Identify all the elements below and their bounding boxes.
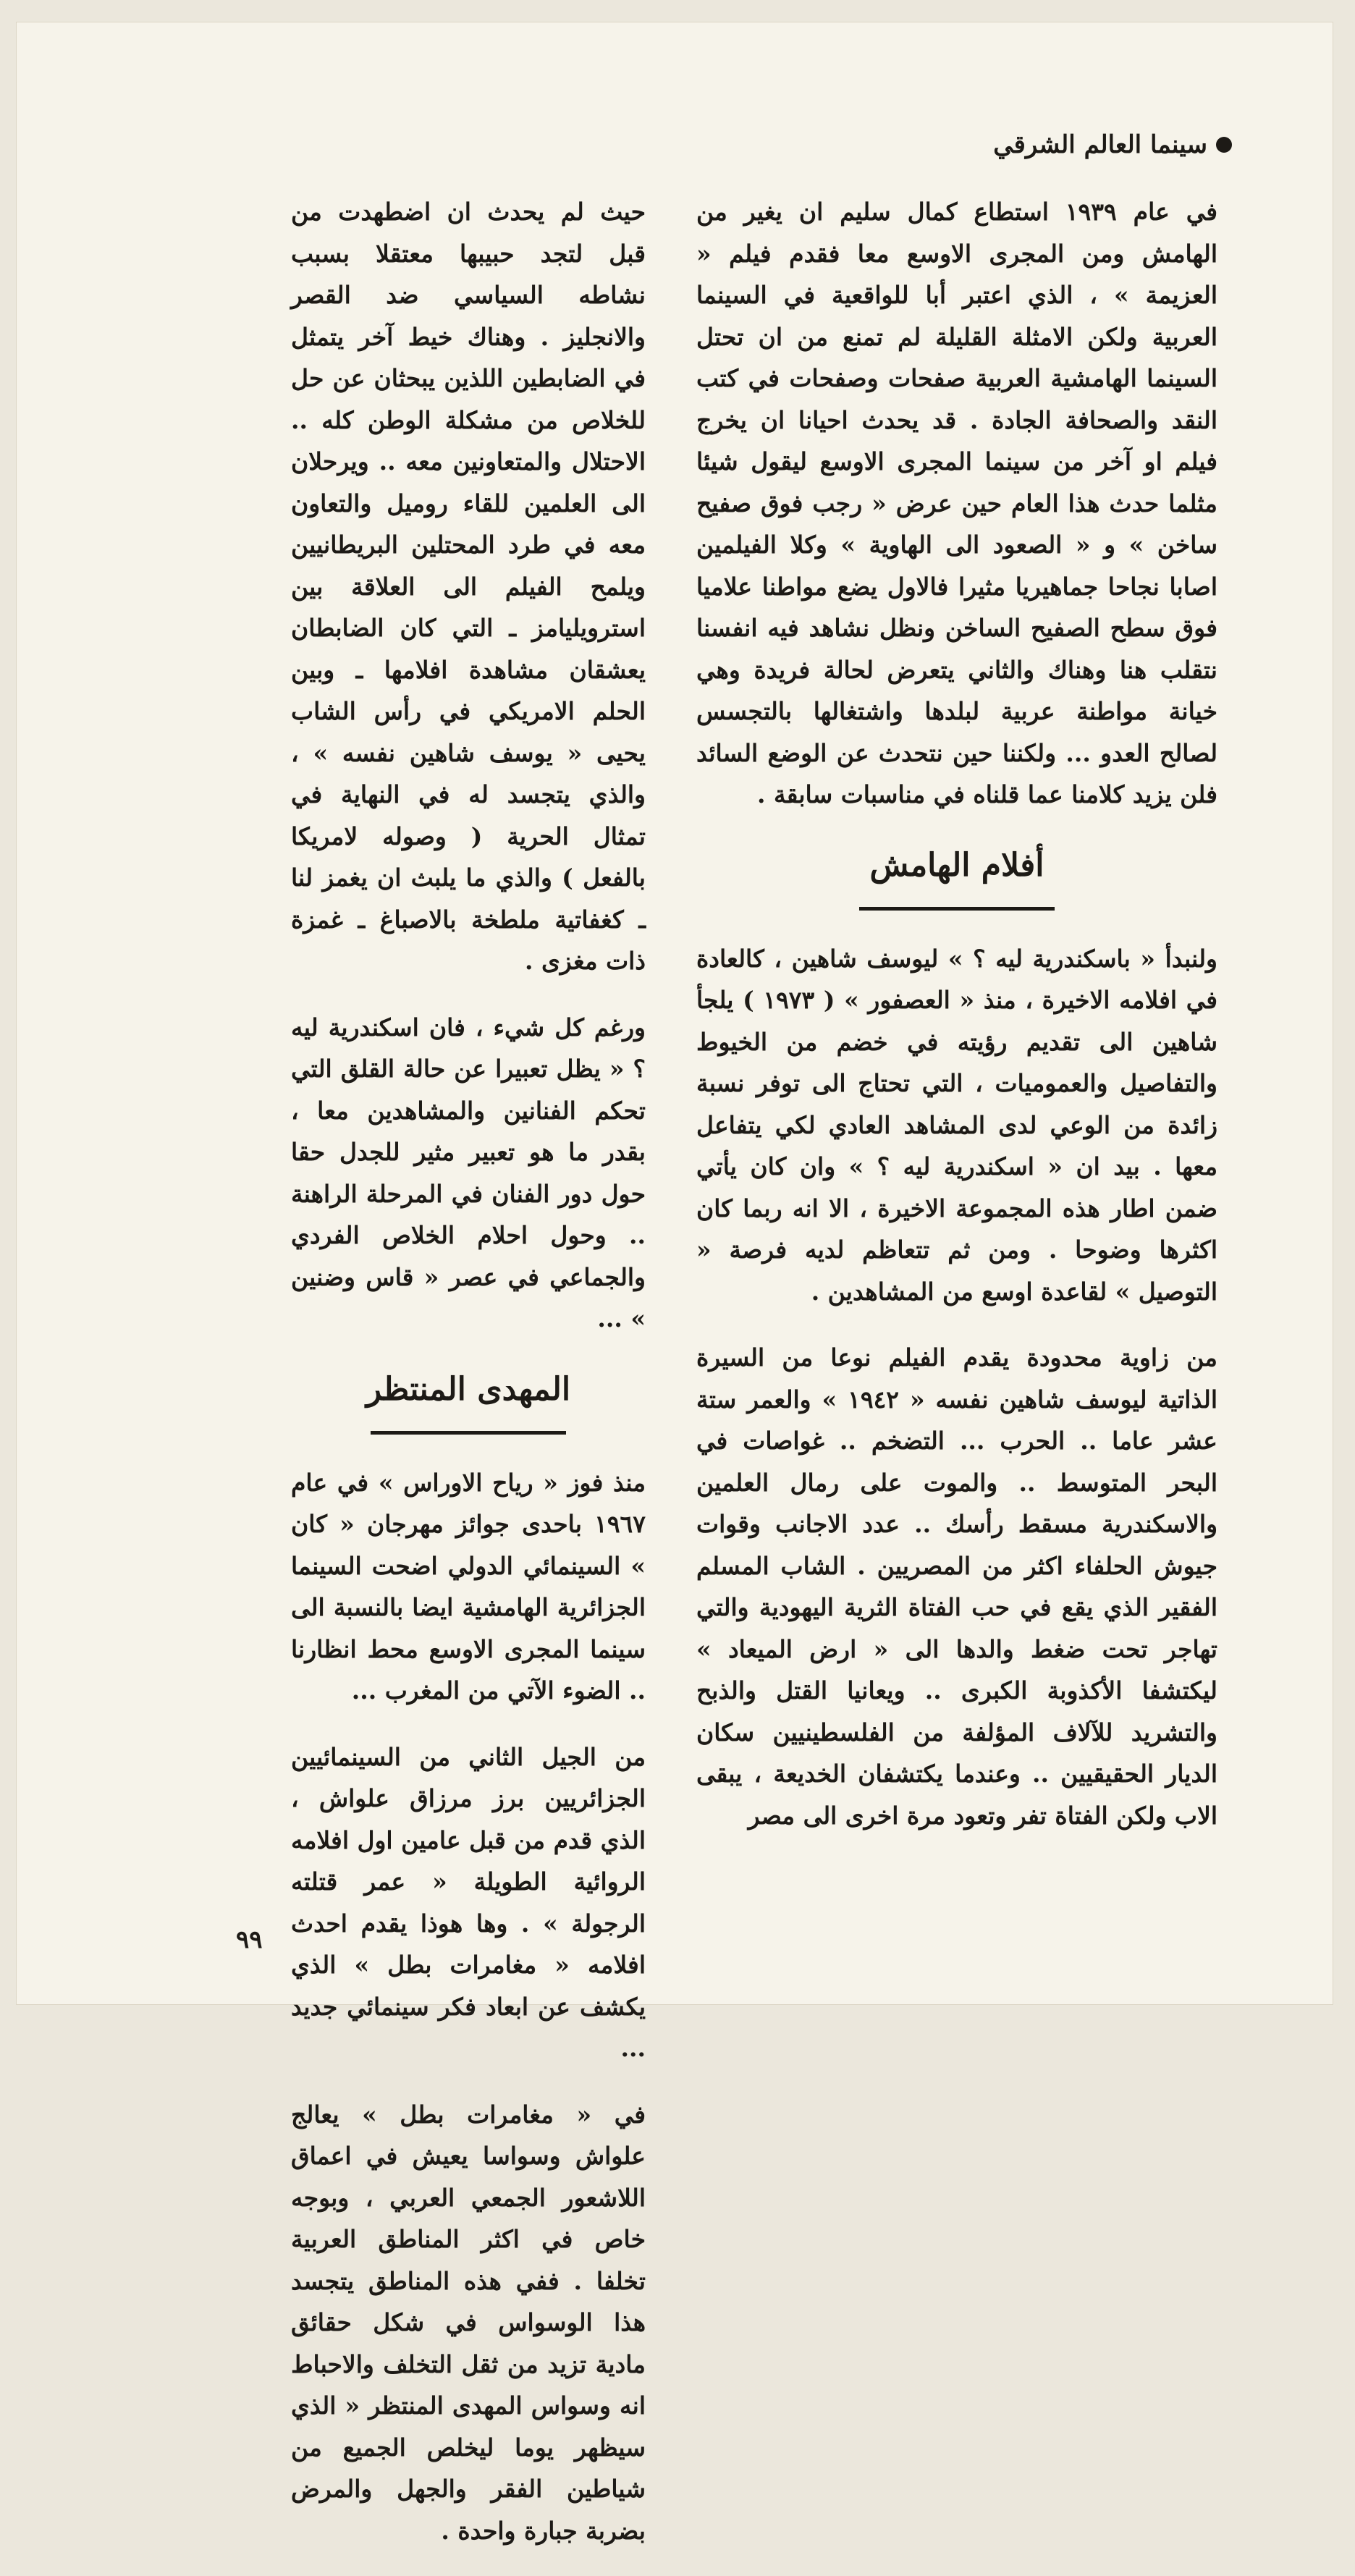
article-paragraph: في عام ١٩٣٩ استطاع كمال سليم ان يغير من الهامش ومن المجرى الاوسع معا فقدم فيلم « العزيمة » ، الذي اعتبر أبا للواقعية في السينما العربية ولكن الامثلة القليلة لم تمنع من ان تحتل السينما الهامشية العربية صفحات وصفحات في كتب النقد والصحافة الجادة . قد يحدث احيانا ان يخرج فيلم او آخر من سينما المجرى الاوسع ليقول شيئا مثلما حدث هذا العام حين عرض « رجب فوق صفيح ساخن » و « الصعود الى الهاوية » وكلا الفيلمين اصابا نجاحا جماهيريا مثيرا فالاول يضع مواطنا علاميا فوق سطح الصفيح الساخن ونظل نشاهد فيه انفسنا نتقلب هنا وهناك والثاني يتعرض لحالة فريدة وهي خيانة مواطنة عربية لبلدها واشتغالها بالتجسس لصالح العدو ... ولكننا حين نتحدث عن الوضع السائد فلن يزيد كلامنا عما قلناه في مناسبات سابقة . [696,198,1218,808]
magazine-page [16,22,1333,2545]
article-paragraph: حيث لم يحدث ان اضطهدت من قبل لتجد حبيبها معتقلا بسبب نشاطه السياسي ضد القصر والانجليز . وهناك خيط آخر يتمثل في الضابطين اللذين يبحثان عن حل للخلاص من مشكلة الوطن كله .. الاحتلال والمتعاونين معه .. ويرحلان الى العلمين للقاء روميل والتعاون معه في طرد المحتلين البريطانيين ويلمح الفيلم الى العلاقة بين استرويليامز ـ التي كان الضابطان يعشقان مشاهدة افلامها ـ وبين الحلم الامريكي في رأس الشاب يحيى « يوسف شاهين نفسه » ، والذي يتجسد له في النهاية في تمثال الحرية ( وصوله لامريكا بالفعل ) والذي ما يلبث ان يغمز لنا ـ كغفاتية ملطخة بالاصباغ ـ غمزة ذات مغزى . [291,198,646,975]
section-divider [371,1431,566,1435]
section-divider [859,907,1055,911]
article-paragraph: ورغم كل شيء ، فان اسكندرية ليه ؟ « يظل تعبيرا عن حالة القلق التي تحكم الفنانين والمشاهدين معا ، بقدر ما هو تعبير مثير للجدل حقا حول دور الفنان في المرحلة الراهنة .. وحول احلام الخلاص الفردي والجماعي في عصر « قاس وضنين » ... [291,1013,646,1333]
page-number: ٩٩ [236,1925,263,1954]
section-title-margin-films: أفلام الهامش [869,846,1044,884]
article-paragraph: في « مغامرات بطل » يعالج علواش وسواسا يعيش في اعماق اللاشعور الجمعي العربي ، وبوجه خاص في اكثر المناطق العربية تخلفا . ففي هذه المناطق يتجسد هذا الوسواس في شكل حقائق مادية تزيد من ثقل التخلف والاحباط انه وسواس المهدى المنتظر « الذي سيظهر يوما ليخلص الجميع من شياطين الفقر والجهل والمرض بضربة جبارة واحدة . [291,2100,646,2545]
section-title-mahdi: المهدى المنتظر [366,1370,571,1408]
article-paragraph: منذ فوز « رياح الاوراس » في عام ١٩٦٧ باحدى جوائز مهرجان « كان » السينمائي الدولي اضحت السينما الجزائرية الهامشية ايضا بالنسبة الى سينما المجرى الاوسع محط انظارنا .. الضوء الآتي من المغرب ... [291,1468,646,1705]
page-header [993,130,1232,159]
header-title: سينما العالم الشرقي [993,130,1207,159]
bullet-icon [1216,137,1232,153]
right-column [696,191,1217,1861]
left-column [291,191,646,2576]
article-paragraph: ولنبدأ « باسكندرية ليه ؟ » ليوسف شاهين ، كالعادة في افلامه الاخيرة ، منذ « العصفور » ( ١٩٧٣ ) يلجأ شاهين الى تقديم رؤيته في خضم من الخيوط والتفاصيل والعموميات ، التي تحتاج الى توفر نسبة زائدة من الوعي لدى المشاهد العادي لكي يتفاعل معها . بيد ان « اسكندرية ليه ؟ » وان كان يأتي ضمن اطار هذه المجموعة الاخيرة ، الا انه ربما كان اكثرها وضوحا . ومن ثم تتعاظم لديه فرصة « التوصيل » لقاعدة اوسع من المشاهدين . [696,944,1218,1306]
article-paragraph: من زاوية محدودة يقدم الفيلم نوعا من السيرة الذاتية ليوسف شاهين نفسه « ١٩٤٢ » والعمر ستة عشر عاما .. الحرب ... التضخم .. غواصات في البحر المتوسط .. والموت على رمال العلمين والاسكندرية مسقط رأسك .. عدد الاجانب وقوات جيوش الحلفاء اكثر من المصريين . الشاب المسلم الفقير الذي يقع في حب الفتاة الثرية اليهودية والتي تهاجر تحت ضغط والدها الى « ارض الميعاد » ليكتشفا الأكذوبة الكبرى .. ويعانيا القتل والذبح والتشريد للآلاف المؤلفة من الفلسطينيين سكان الديار الحقيقيين .. وعندما يكتشفان الخديعة ، يبقى الاب ولكن الفتاة تفر وتعود مرة اخرى الى مصر [696,1343,1217,1830]
article-paragraph: من الجيل الثاني من السينمائيين الجزائريين برز مرزاق علواش ، الذي قدم من قبل عامين اول افلامه الروائية الطويلة « عمر قتلته الرجولة » . وها هوذا يقدم احدث افلامه « مغامرات بطل » الذي يكشف عن ابعاد فكر سينمائي جديد ... [291,1742,646,2062]
